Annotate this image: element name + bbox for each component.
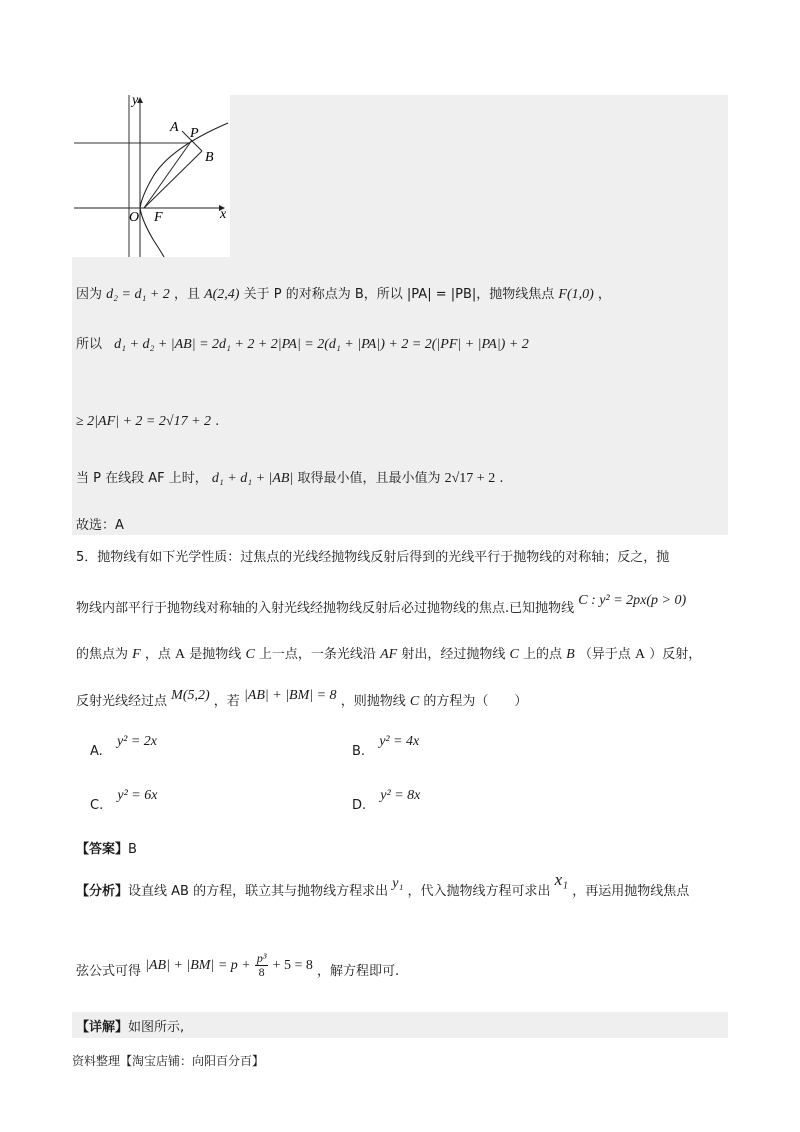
text: 是抛物线: [189, 647, 242, 662]
label-A: A: [170, 120, 179, 135]
parabola-figure: [72, 95, 230, 257]
label-y: y: [132, 95, 139, 108]
symbol: F: [132, 647, 141, 662]
label-x: x: [220, 207, 227, 222]
symbol: AF: [380, 647, 398, 662]
question-line-3: [76, 643, 701, 663]
text: ，代入抛物线方程可求出: [407, 884, 551, 899]
symbol: B: [566, 647, 575, 662]
text: ，再运用抛物线焦点: [572, 884, 690, 899]
analysis-line-1: [76, 870, 690, 900]
text: ，且: [173, 287, 200, 302]
symbol: A: [634, 647, 646, 662]
text: 关于 P 的对称点为 B，所以 |PA| = |PB|，抛物线焦点: [243, 287, 555, 302]
label-B: B: [205, 150, 214, 165]
option-equation: y² = 6x: [117, 788, 158, 803]
option-label: D.: [352, 798, 367, 813]
parabola-diagram: [72, 95, 230, 257]
equation: M(5,2): [171, 688, 210, 703]
equation: d₁ + d₂ + |AB| = 2d₁ + 2 + 2|PA| = 2(d₁ + |PA|) + 2 = 2(|PF| + |PA|) + 2: [114, 337, 529, 352]
label-P: P: [190, 126, 199, 141]
fraction: [255, 952, 269, 979]
text: 的焦点为: [76, 647, 129, 662]
solution-line-1: [76, 283, 611, 303]
equation: A(2,4): [204, 287, 240, 302]
text: ，若: [213, 694, 240, 709]
detail-line: [76, 1016, 184, 1035]
equation: |AB| + |BM| = p +: [145, 958, 251, 973]
question-line-1: 5．抛物线有如下光学性质：过焦点的光线经抛物线反射后得到的光线平行于抛物线的对称轴；反之，抛: [76, 550, 670, 565]
text: .: [215, 414, 220, 429]
fraction-denominator: 8: [258, 965, 265, 979]
text: 的方程为（ ）: [423, 694, 528, 709]
equation: F(1,0): [558, 287, 594, 302]
equation: + 5 = 8: [272, 958, 313, 973]
text: 当 P 在线段 AF 上时，: [76, 471, 208, 486]
text: 设直线 AB 的方程，联立其与抛物线方程求出: [128, 884, 389, 899]
analysis-tag: 【分析】: [76, 884, 129, 899]
text: 所以: [76, 337, 103, 352]
option-c[interactable]: [90, 788, 158, 814]
symbol: A: [175, 647, 186, 662]
text: .: [499, 471, 504, 486]
text: （异于点: [578, 647, 631, 662]
segment-FB: [144, 151, 202, 208]
symbol: x₁: [554, 870, 569, 889]
equation: d₂ = d₁ + 2: [106, 287, 170, 302]
text: ，: [597, 287, 611, 302]
question-line-4: [76, 690, 527, 710]
answer-value: B: [128, 842, 137, 857]
equation: |AB| + |BM| = 8: [243, 688, 337, 703]
option-equation: y² = 8x: [380, 788, 421, 803]
equation: 2√17 + 2: [444, 471, 496, 486]
option-a[interactable]: [90, 734, 158, 760]
equation: C : y² = 2px(p > 0): [578, 593, 687, 608]
text: 取得最小值，且最小值为: [297, 471, 441, 486]
text: 上的点: [522, 647, 562, 662]
text: 因为: [76, 287, 103, 302]
fraction-numerator: p³: [256, 951, 267, 965]
solution-line-3: [76, 414, 219, 430]
solution-line-2: [76, 333, 529, 353]
option-equation: y² = 4x: [379, 734, 420, 749]
text: ，点: [144, 647, 171, 662]
text: 反射光线经过点: [76, 694, 168, 709]
answer-tag: 【答案】: [76, 842, 129, 857]
question-line-2: [76, 593, 687, 617]
text: 射出，经过抛物线: [401, 647, 506, 662]
option-b[interactable]: [352, 734, 420, 760]
option-equation: y² = 2x: [116, 734, 158, 749]
footer-text: 资料整理【淘宝店铺：向阳百分百】: [72, 1054, 265, 1068]
equation: ≥ 2|AF| + 2 = 2√17 + 2: [76, 414, 212, 429]
symbol: y₁: [392, 876, 404, 891]
text: 弦公式可得: [76, 964, 142, 979]
answer-line: [76, 838, 137, 857]
option-label: C.: [90, 798, 104, 813]
text: ，则抛物线: [340, 694, 406, 709]
option-label: A.: [90, 744, 103, 759]
equation: d₁ + d₁ + |AB|: [211, 471, 294, 486]
text: 如图所示,: [128, 1020, 185, 1035]
option-label: B.: [352, 744, 366, 759]
symbol: C: [509, 647, 519, 662]
segment-FP: [144, 140, 192, 208]
label-F: F: [154, 210, 163, 225]
text: ，解方程即可.: [317, 964, 400, 979]
symbol: C: [245, 647, 255, 662]
text: 物线内部平行于抛物线对称轴的入射光线经抛物线反射后必过抛物线的焦点.已知抛物线: [76, 601, 575, 616]
text: 上一点，一条光线沿: [258, 647, 376, 662]
option-d[interactable]: [352, 788, 421, 814]
text: ）反射，: [649, 647, 702, 662]
detail-tag: 【详解】: [76, 1020, 129, 1035]
label-O: O: [129, 210, 140, 225]
solution-line-4: [76, 467, 504, 487]
symbol: C: [409, 694, 420, 709]
analysis-line-2: [76, 951, 400, 985]
solution-choice: 故选：A: [76, 518, 124, 533]
